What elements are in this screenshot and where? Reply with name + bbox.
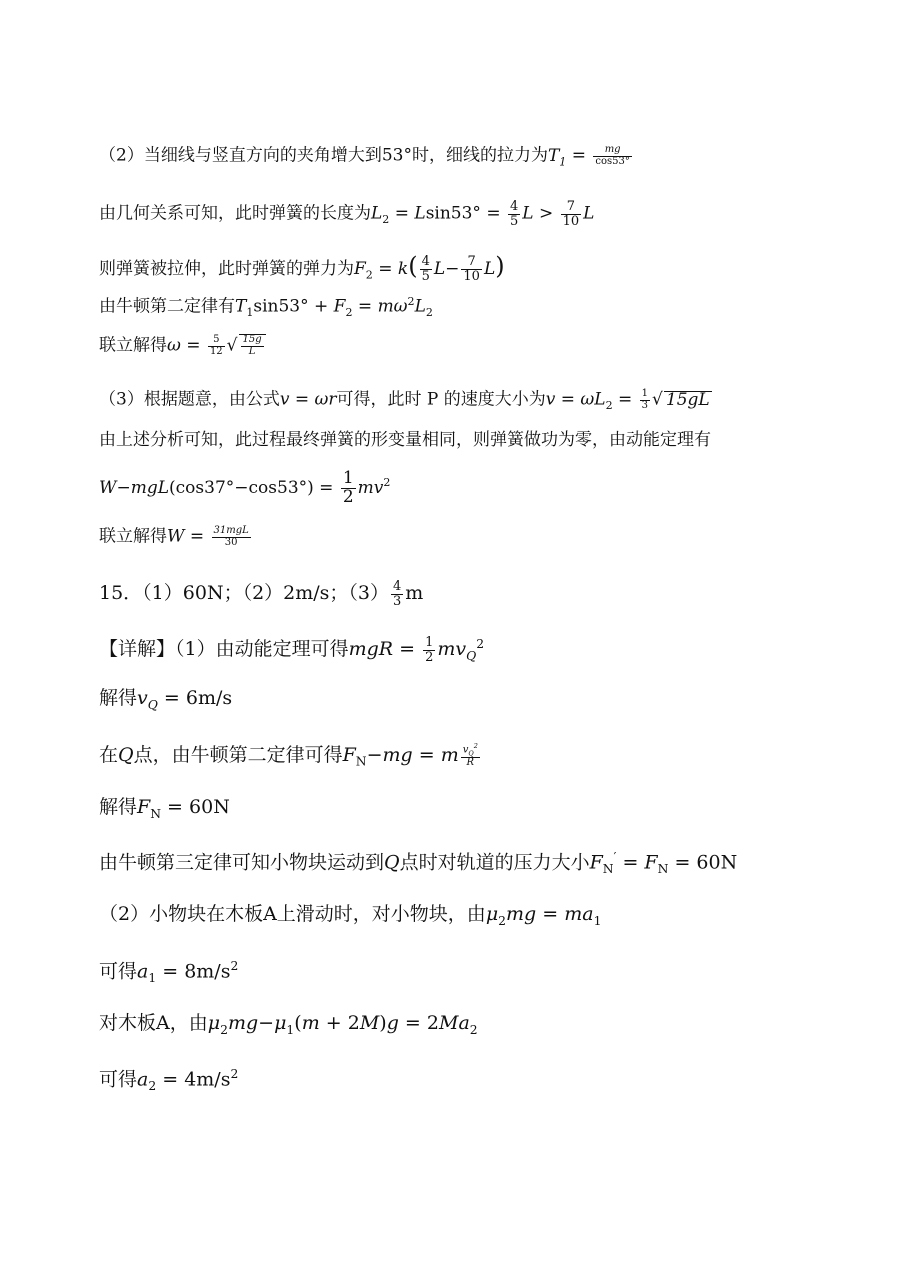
line-vQ: 解得$v_Q = 6m/s$ <box>99 687 233 712</box>
line-at-Q: 在Q点，由牛顿第二定律可得$F_N-mg = m$ $\frac{v_Q^2}{R}$ <box>99 742 478 769</box>
line-spring-length: 由几何关系可知，此时弹簧的长度为$L_2 = Lsin53^\circ$ = $\frac{4}{5}$ L > $\frac{7}{10}$ L <box>99 199 595 229</box>
line-a2: 可得$a_2 = 4m/s^2$ <box>99 1067 239 1094</box>
line-work-solution: 联立解得W = $\frac{\text{31mgL}}{30}$ <box>99 525 249 548</box>
line-spring-force: 则弹簧被拉伸，此时弹簧的弹力为$F_2 = k$( $\frac{4}{5}$ L− $\frac{7}{10}$ L) <box>99 252 505 284</box>
fraction-4-5: $\frac{4}{5}$ <box>509 199 519 229</box>
part3-intro-text: （3）根据题意，由公式 <box>99 389 280 410</box>
tension-fraction: $\frac{mg}{\cos 53^\circ}$ <box>595 144 630 167</box>
geometry-text: 由几何关系可知，此时弹簧的长度为 <box>99 203 371 224</box>
line-detail-energy: 【详解】（1）由动能定理可得mgR = $\frac{1}{2}$ $mv_Q^2$ <box>99 635 485 665</box>
stretch-text: 则弹簧被拉伸，此时弹簧的弹力为 <box>99 259 354 279</box>
detail-label: 【详解】 <box>99 638 176 661</box>
line-part2-block: （2）小物块在木板A上滑动时，对小物块，由$\mu_2mg = ma_1$ <box>99 903 602 928</box>
line-part3-speed: （3）根据题意，由公式v = ωr可得，此时 P 的速度大小为$v = \omega L_2$ = $\frac{1}{3}$ √ 15gL <box>99 388 710 412</box>
solve-text: 联立解得 <box>99 335 167 356</box>
line-third-law: 由牛顿第三定律可知小物块运动到Q点时对轨道的压力大小$F_N' = F_N = 60N$ <box>99 850 738 877</box>
line-a1: 可得$a_1 = 8m/s^2$ <box>99 959 239 986</box>
fraction-7-10: $\frac{7}{10}$ <box>562 199 580 229</box>
part2-intro-text: （2）当细线与竖直方向的夹角增大到53°时，细线的拉力为 <box>99 145 548 166</box>
newton2-text: 由牛顿第二定律有 <box>99 296 235 317</box>
line-board-A: 对木板A，由$\mu_2mg-\mu_1(m + 2M)g = 2Ma_2$ <box>99 1012 478 1037</box>
work-analysis-text: 由上述分析可知，此过程最终弹簧的形变量相同，则弹簧做功为零，由动能定理有 <box>99 430 711 450</box>
line-energy-equation: W−mgL(cos37°−cos53°) = $\frac{1}{2}$ $mv^2$ <box>99 468 391 507</box>
line-omega-solution: 联立解得ω = $\frac{5}{12}$ √ $\frac{15g}{L}$ <box>99 334 266 357</box>
line-newton-second: 由牛顿第二定律有$T_1\sin 53^\circ + F_2 = m\omega^2L_2$ <box>99 295 433 320</box>
q15-answer-text: 15．（1）60N；（2）2m/s；（3） <box>99 582 390 605</box>
line-q15-answers: 15．（1）60N；（2）2m/s；（3） $\frac{4}{3}$ m <box>99 579 424 609</box>
line-FN: 解得$F_N = 60N$ <box>99 796 230 821</box>
line-work-analysis <box>99 432 711 449</box>
line-part2-tension: （2）当细线与竖直方向的夹角增大到53°时，细线的拉力为$T_1$ = $\frac{mg}{\cos 53^\circ}$ <box>99 144 630 168</box>
